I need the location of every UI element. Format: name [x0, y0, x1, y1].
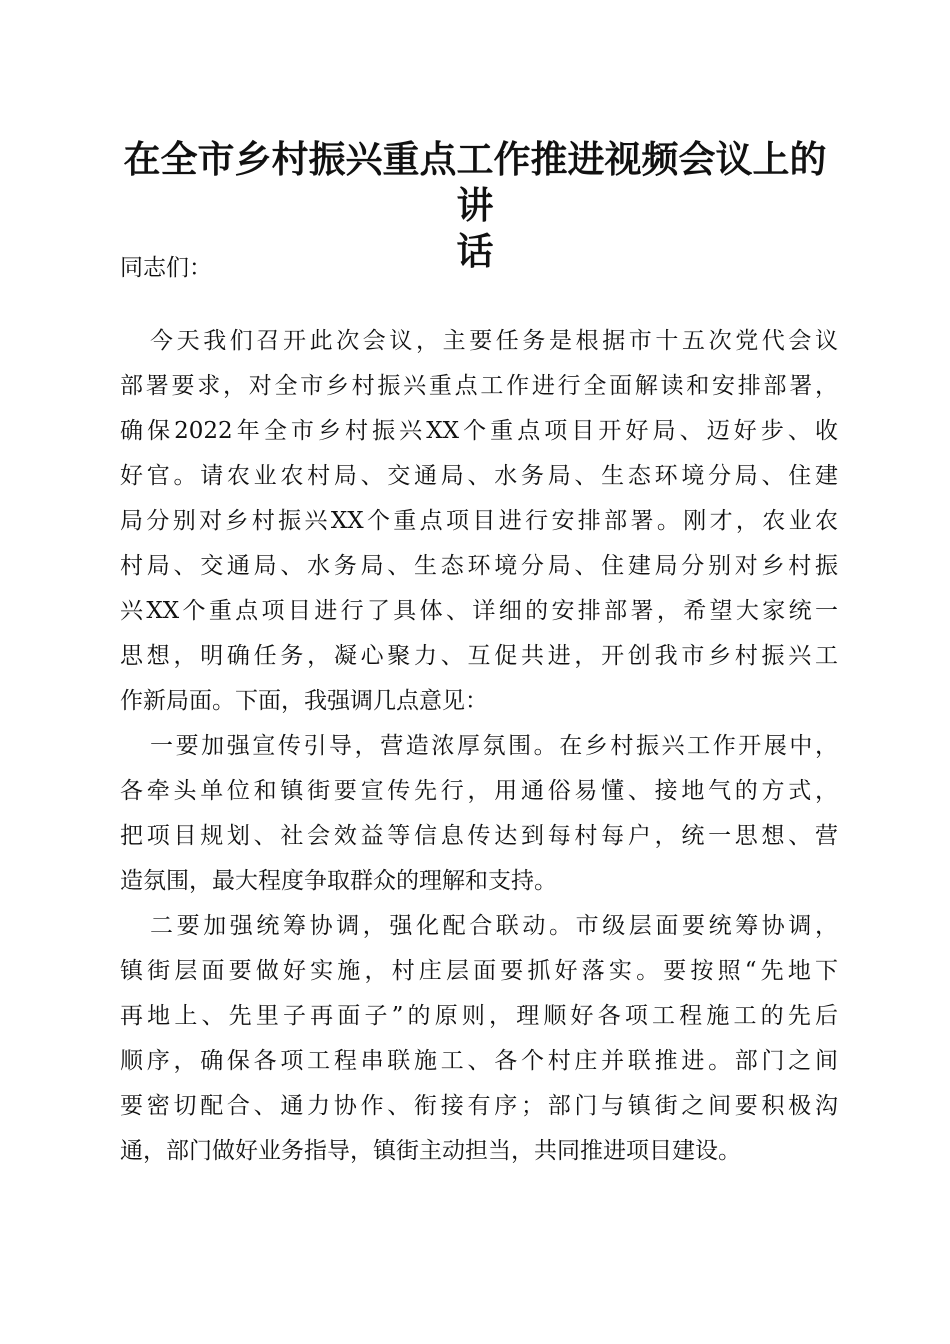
title-line: 话	[456, 229, 494, 273]
paragraph-line: 镇街层面要做好实施，村庄层面要抓好落实。要按照“先地下	[120, 958, 838, 984]
document-title	[110, 136, 840, 274]
paragraph	[120, 904, 838, 1174]
paragraph-line: 思想，明确任务，凝心聚力、互促共进，开创我市乡村振兴工	[120, 643, 838, 669]
paragraph	[120, 319, 838, 724]
paragraph-line: 通，部门做好业务指导，镇街主动担当，共同推进项目建设。	[120, 1138, 741, 1164]
paragraph-line: 今天我们召开此次会议，主要任务是根据市十五次党代会议	[150, 328, 838, 354]
salutation: 同志们：	[120, 255, 212, 281]
document-body	[120, 319, 838, 1174]
paragraph-line: 再地上、先里子再面子”的原则，理顺好各项工程施工的先后	[120, 1003, 838, 1029]
paragraph-line: 村局、交通局、水务局、生态环境分局、住建局分别对乡村振	[120, 553, 838, 579]
paragraph-line: 要密切配合、通力协作、衔接有序；部门与镇街之间要积极沟	[120, 1093, 838, 1119]
paragraph-line: 作新局面。下面，我强调几点意见：	[120, 688, 488, 714]
paragraph-line: 好官。请农业农村局、交通局、水务局、生态环境分局、住建	[120, 463, 838, 489]
paragraph-line: 确保2022年全市乡村振兴XX个重点项目开好局、迈好步、收	[120, 418, 838, 444]
title-line: 在全市乡村振兴重点工作推进视频会议上的讲	[123, 137, 827, 227]
paragraph-line: 一要加强宣传引导，营造浓厚氛围。在乡村振兴工作开展中，	[150, 733, 838, 759]
paragraph-line: 造氛围，最大程度争取群众的理解和支持。	[120, 868, 557, 894]
paragraph-line: 局分别对乡村振兴XX个重点项目进行安排部署。刚才，农业农	[120, 508, 838, 534]
paragraph-line: 兴XX个重点项目进行了具体、详细的安排部署，希望大家统一	[120, 598, 838, 624]
paragraph-line: 二要加强统筹协调，强化配合联动。市级层面要统筹协调，	[150, 913, 838, 939]
paragraph-line: 顺序，确保各项工程串联施工、各个村庄并联推进。部门之间	[120, 1048, 838, 1074]
paragraph-line: 各牵头单位和镇街要宣传先行，用通俗易懂、接地气的方式，	[120, 778, 838, 804]
paragraph	[120, 724, 838, 904]
paragraph-line: 部署要求，对全市乡村振兴重点工作进行全面解读和安排部署，	[120, 373, 838, 399]
paragraph-line: 把项目规划、社会效益等信息传达到每村每户，统一思想、营	[120, 823, 838, 849]
